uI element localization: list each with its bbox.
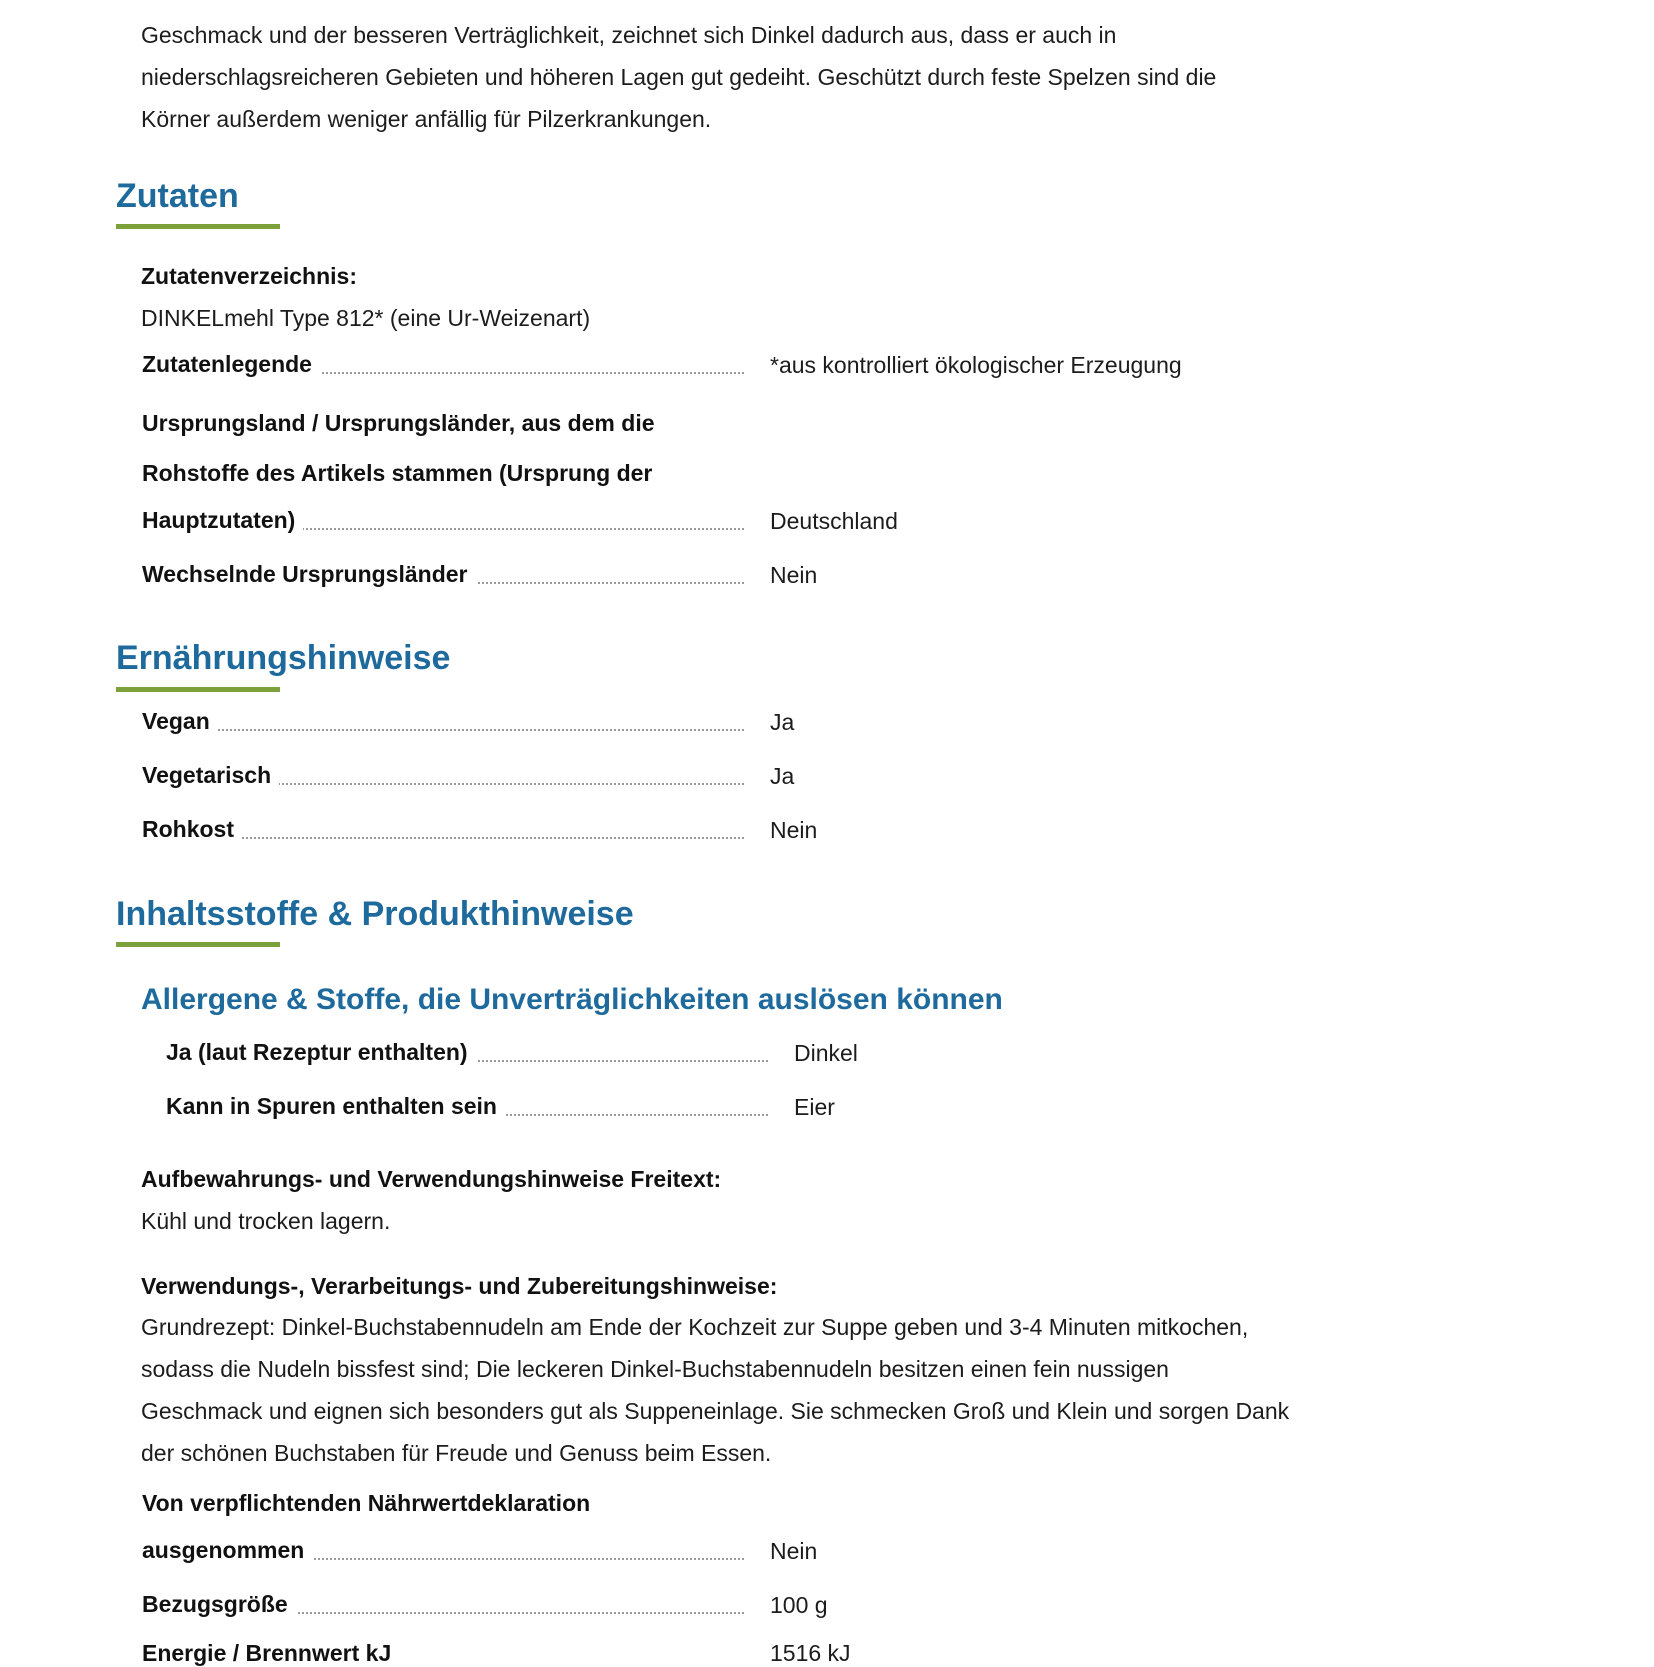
field-row-zutatenlegende bbox=[142, 350, 1242, 384]
field-value: Eier bbox=[794, 1094, 835, 1120]
field-label: Hauptzutaten) bbox=[142, 507, 303, 534]
field-value: Nein bbox=[770, 1538, 818, 1564]
field-row-vegan bbox=[142, 707, 1242, 741]
field-row-vegetarisch bbox=[142, 761, 1242, 795]
field-label: Wechselnde Ursprungsländer bbox=[142, 561, 476, 588]
aufbewahrung-label: Aufbewahrungs- und Verwendungshinweise Freitext: bbox=[141, 1166, 722, 1192]
naehrwert-label-line: Von verpflichtenden Nährwertdeklaration bbox=[142, 1490, 591, 1516]
heading-underline bbox=[116, 942, 280, 947]
verwendung-label: Verwendungs-, Verarbeitungs- und Zubereitungshinweise: bbox=[141, 1273, 778, 1299]
field-row-naehrwert bbox=[142, 1536, 1242, 1570]
field-value: Ja bbox=[770, 763, 795, 789]
field-label: Rohkost bbox=[142, 816, 242, 843]
field-row-wechselnd bbox=[142, 560, 1242, 594]
intro-line: Geschmack und der besseren Verträglichkeit, zeichnet sich Dinkel dadurch aus, dass er auch in bbox=[141, 22, 1117, 48]
field-row-ursprung bbox=[142, 506, 1242, 540]
intro-line: niederschlagsreicheren Gebieten und höheren Lagen gut gedeiht. Geschützt durch feste Spelzen sind die bbox=[141, 64, 1217, 90]
section-heading-zutaten: Zutaten bbox=[116, 177, 239, 215]
section-heading-ernaehrung: Ernährungshinweise bbox=[116, 639, 451, 677]
field-label: Kann in Spuren enthalten sein bbox=[166, 1093, 505, 1120]
zutatenverzeichnis-text: DINKELmehl Type 812* (eine Ur-Weizenart) bbox=[141, 305, 591, 331]
ursprung-label-line: Rohstoffe des Artikels stammen (Ursprung der bbox=[142, 460, 653, 486]
section-heading-inhaltsstoffe: Inhaltsstoffe & Produkthinweise bbox=[116, 895, 634, 933]
field-label: ausgenommen bbox=[142, 1537, 312, 1564]
field-label-cutoff: Energie / Brennwert kJ bbox=[142, 1640, 392, 1666]
intro-paragraph bbox=[141, 14, 1401, 140]
field-label: Vegetarisch bbox=[142, 762, 279, 789]
field-row-bezugsgroesse bbox=[142, 1590, 1242, 1624]
field-row-rohkost bbox=[142, 815, 1242, 849]
zutatenverzeichnis-label: Zutatenverzeichnis: bbox=[141, 263, 357, 289]
intro-line: Körner außerdem weniger anfällig für Pilzerkrankungen. bbox=[141, 106, 712, 132]
verwendung-paragraph bbox=[141, 1306, 1401, 1474]
field-value: Deutschland bbox=[770, 508, 898, 534]
field-value: *aus kontrolliert ökologischer Erzeugung bbox=[770, 352, 1182, 378]
verwendung-line: Grundrezept: Dinkel-Buchstabennudeln am Ende der Kochzeit zur Suppe geben und 3-4 Minuten mitkochen, bbox=[141, 1314, 1249, 1340]
ursprung-label-line: Ursprungsland / Ursprungsländer, aus dem die bbox=[142, 410, 655, 436]
heading-underline bbox=[116, 687, 280, 692]
verwendung-line: sodass die Nudeln bissfest sind; Die leckeren Dinkel-Buchstabennudeln besitzen einen fein nussigen bbox=[141, 1356, 1169, 1382]
field-label: Bezugsgröße bbox=[142, 1591, 296, 1618]
subheading-allergene: Allergene & Stoffe, die Unverträglichkeiten auslösen können bbox=[141, 983, 1003, 1016]
field-value: Nein bbox=[770, 817, 818, 843]
field-value: 100 g bbox=[770, 1592, 828, 1618]
aufbewahrung-text: Kühl und trocken lagern. bbox=[141, 1208, 391, 1234]
field-label: Zutatenlegende bbox=[142, 351, 320, 378]
field-label: Vegan bbox=[142, 708, 218, 735]
heading-underline bbox=[116, 224, 280, 229]
field-row-allergen-spuren bbox=[166, 1092, 1266, 1126]
field-row-allergen-enthalten bbox=[166, 1038, 1266, 1072]
field-value: Dinkel bbox=[794, 1040, 858, 1066]
field-value: Nein bbox=[770, 562, 818, 588]
field-value: Ja bbox=[770, 709, 795, 735]
verwendung-line: der schönen Buchstaben für Freude und Genuss beim Essen. bbox=[141, 1440, 772, 1466]
field-value-cutoff: 1516 kJ bbox=[770, 1640, 851, 1666]
field-label: Ja (laut Rezeptur enthalten) bbox=[166, 1039, 476, 1066]
leader-dots bbox=[142, 729, 744, 731]
verwendung-line: Geschmack und eignen sich besonders gut als Suppeneinlage. Sie schmecken Groß und Klein und sorgen Dank bbox=[141, 1398, 1290, 1424]
